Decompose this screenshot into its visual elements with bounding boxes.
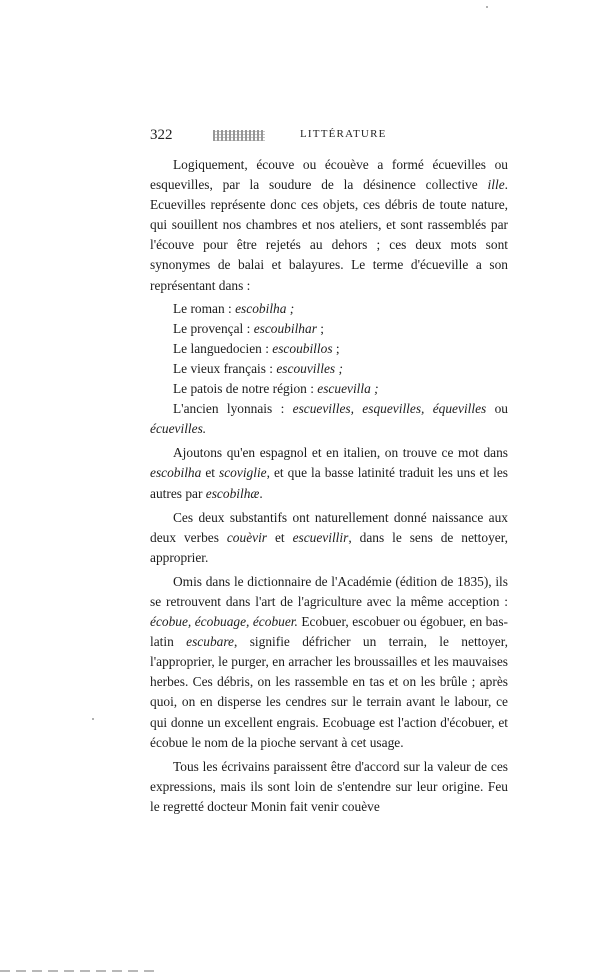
text-run: Ecobuer, escobuer ou égobuer, en bas-latin: [150, 614, 508, 650]
italic-term: écuevilles.: [150, 421, 207, 437]
italic-term: escobilha: [150, 465, 202, 481]
text-run: L'ancien lyonnais :: [173, 401, 293, 417]
text-run: et: [267, 529, 293, 545]
text-run: . Ecuevilles représente donc ces objets, ces débris de toute nature, qui souillent nos chambres et nos ateliers, et sont rassemblés par l'écouve pour être rejetés au dehors ; ces deux mots sont synonymes de balai et balayures. Le terme d'écueville a son représentant dans :: [150, 177, 508, 293]
italic-term: escobilhæ: [205, 485, 260, 501]
page-bottom-rule: [0, 970, 160, 972]
text-run: .: [259, 485, 263, 501]
italic-term: escuevilles, esquevilles, équevilles: [292, 401, 487, 417]
page-number: 322: [150, 127, 173, 143]
text-run: Ajoutons qu'en espagnol et en italien, on trouve ce mot dans: [173, 445, 508, 461]
text-run: ;: [332, 340, 340, 356]
text-run: Le languedocien :: [173, 340, 273, 356]
paragraph: [150, 508, 508, 568]
paragraph: [150, 572, 508, 753]
derivation-list: [150, 299, 508, 440]
list-item: [150, 299, 508, 319]
italic-term: scoviglie: [219, 465, 267, 481]
text-run: Omis dans le dictionnaire de l'Académie (édition de 1835), ils se retrouvent dans l'art de l'agriculture avec la même acception :: [150, 573, 508, 609]
italic-term: couèvir: [226, 529, 268, 545]
list-item: [150, 339, 508, 359]
paragraphs-following: [150, 443, 508, 817]
margin-speck: [92, 718, 94, 720]
running-title: LITTÉRATURE: [300, 128, 387, 140]
text-run: ;: [316, 320, 324, 336]
text-run: , signifie défricher un terrain, le nettoyer, l'approprier, le purger, en arracher les broussailles et les mauvaises herbes. Ces débris, on les rassemble en tas et on les brûle ; après quoi, on en disperse les cendres sur le terrain avant le labour, ce qui donne un excellent engrais. Ecobuage est l'action d'écobuer, et écobue le nom de la pioche servant à cet usage.: [150, 634, 508, 750]
body-text: [150, 155, 508, 820]
text-run: Logiquement, écouve ou écouève a formé écuevilles ou esquevilles, par la soudure de la désinence collective: [150, 157, 508, 193]
paragraph-intro: [150, 155, 508, 296]
paragraph: [150, 443, 508, 503]
text-run: ou: [486, 401, 508, 417]
italic-term: escobilha ;: [235, 300, 295, 316]
paragraph: [150, 757, 508, 817]
list-item: [150, 359, 508, 379]
text-run: , dans le sens de nettoyer, approprier.: [150, 529, 508, 565]
list-item: [150, 319, 508, 339]
italic-term: escouvilles ;: [276, 360, 343, 376]
text-run: Tous les écrivains paraissent être d'accord sur la valeur de ces expressions, mais ils sont loin de s'entendre sur leur origine. Feu le regretté docteur Monin fait venir couève: [150, 758, 508, 814]
margin-speck: [486, 6, 488, 8]
text-run: Le vieux français :: [173, 360, 277, 376]
italic-term: escoubilhar: [253, 320, 317, 336]
library-stamp-icon: [213, 130, 265, 141]
text-run: Le provençal :: [173, 320, 254, 336]
italic-term: escubare: [186, 634, 234, 650]
page-header: [0, 127, 600, 151]
paragraph: [150, 155, 508, 296]
list-item: [150, 399, 508, 439]
italic-term: ille: [487, 177, 505, 193]
text-run: Le roman :: [173, 300, 236, 316]
text-run: et: [201, 465, 220, 481]
text-run: , et que la basse latinité traduit les uns et les autres par: [150, 465, 508, 501]
text-run: Ces deux substantifs ont naturellement donné naissance aux deux verbes: [150, 509, 508, 545]
italic-term: escoubillos: [272, 340, 333, 356]
italic-term: escuevillir: [292, 529, 349, 545]
italic-term: écobue, écobuage, écobuer.: [150, 614, 298, 630]
italic-term: escuevilla ;: [317, 381, 379, 397]
text-run: Le patois de notre région :: [173, 381, 318, 397]
list-item: [150, 379, 508, 399]
